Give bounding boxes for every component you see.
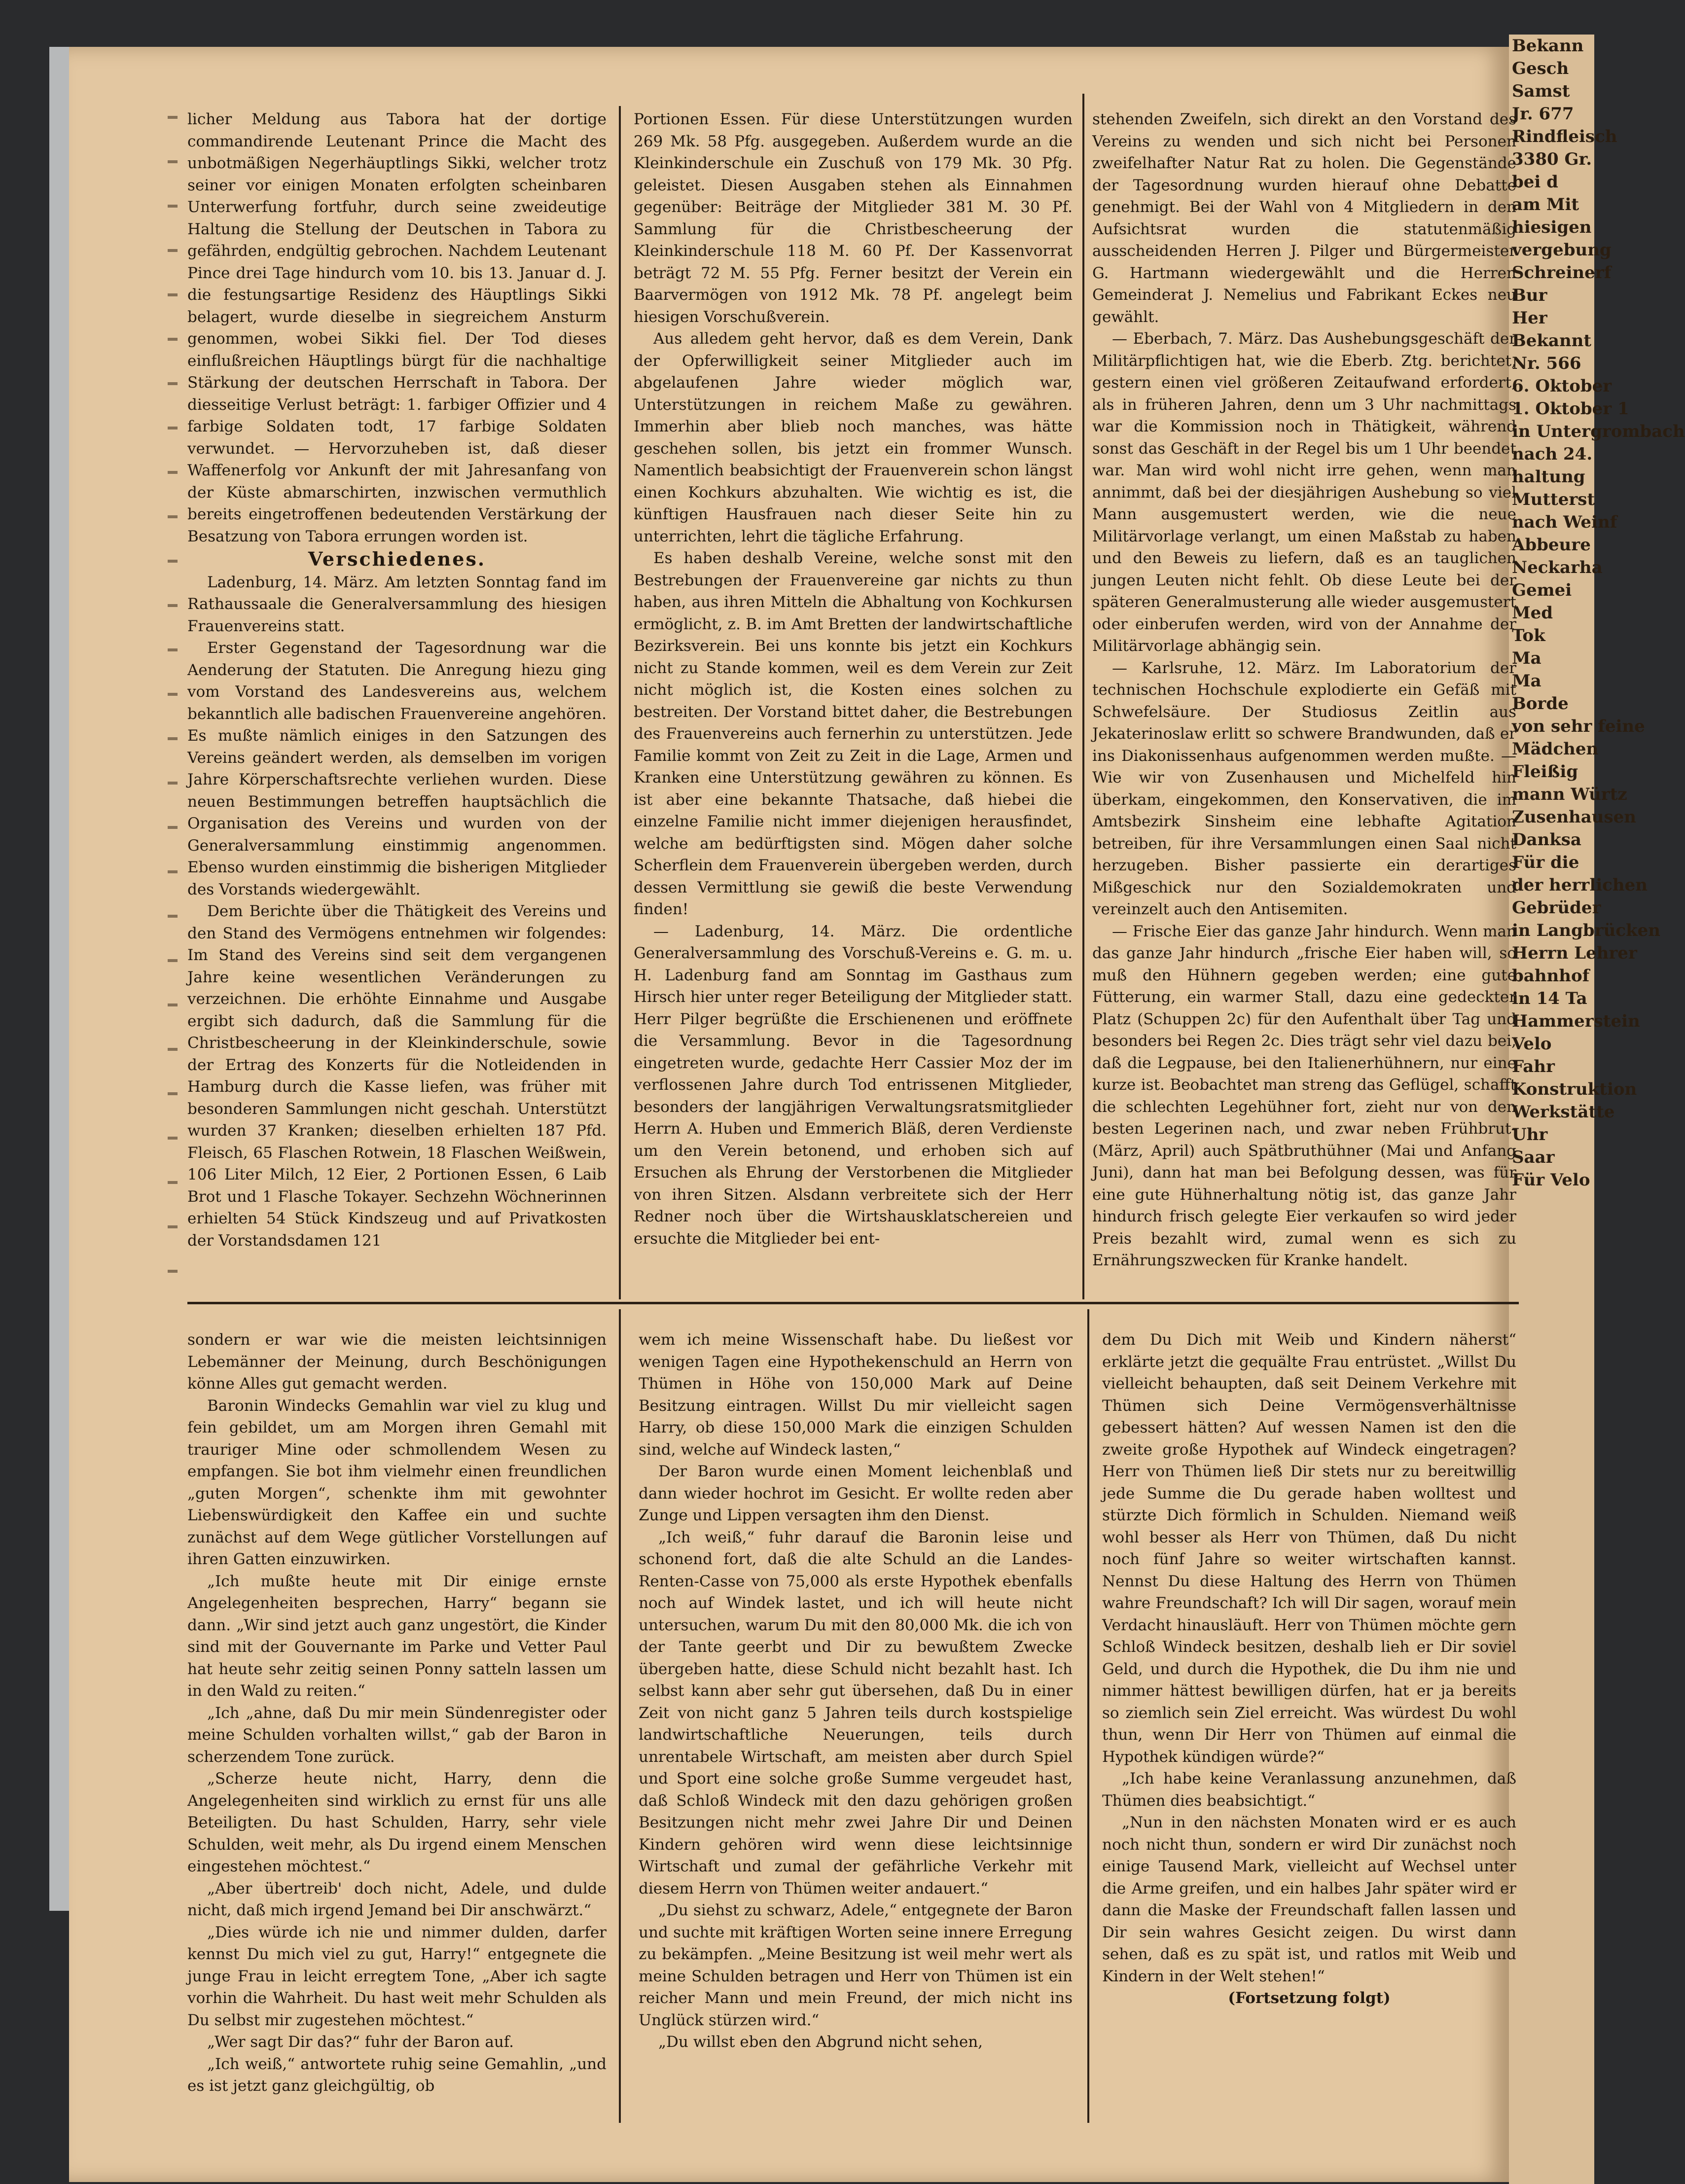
margin-marks bbox=[168, 116, 178, 1299]
news-column-3 bbox=[1092, 108, 1516, 1272]
article-paragraph: Ladenburg, 14. März. Am letzten Sonntag fand im Rathaussaale die Generalversammlung des hiesigen Frauenvereins statt. bbox=[187, 573, 607, 635]
article-paragraph: Erster Gegenstand der Tagesordnung war die Aenderung der Statuten. Die Anregung hiezu ging vom Vorstand des Landesvereins aus, welchem bekanntlich alle badischen Frauenvereine angehören. Es mußte nämlich einiges in den Satzungen des Vereins geändert werden, als demselben im vorigen Jahre Körperschaftsrechte verliehen wurden. Diese neuen Bestimmungen betreffen hauptsächlich die Organisation des Vereins und wurden von der Generalversammlung einstimmig angenommen. Ebenso wurden einstimmig die bisherigen Mitglieder des Vorstands wiedergewählt. bbox=[187, 639, 607, 898]
story-paragraph: „Du siehst zu schwarz, Adele,“ entgegnete der Baron und suchte mit kräftigen Worten seine innere Erregung zu bekämpfen. „Meine Besitzung ist weil mehr wert als meine Schulden betragen und Herr von Thümen ist ein reicher Mann und mein Freund, der mich nicht ins Unglück stürzen wird.“ bbox=[639, 1901, 1073, 2029]
feuilleton-column-1 bbox=[187, 1329, 607, 2097]
binding-board bbox=[49, 47, 71, 1911]
feuilleton-column-2 bbox=[639, 1329, 1073, 2053]
article-paragraph: Es haben deshalb Vereine, welche sonst mit den Bestrebungen der Frauenvereine gar nichts zu thun haben, aus ihren Mitteln die Abhaltung von Kochkursen ermöglicht, z. B. im Amt Bretten der landwirtschaftliche Bezirksverein. Bei uns konnte bis jetzt ein Kochkurs nicht zu Stande kommen, weil es dem Verein zur Zeit nicht möglich ist, die Kosten eines solchen zu bestreiten. Der Vorstand bittet daher, die Bestrebungen des Frauenvereins auch fernerhin zu unterstützen. Jede Familie kommt von Zeit zu Zeit in die Lage, Armen und Kranken eine Unterstützung gewähren zu können. Es ist aber eine bekannte Thatsache, daß hiebei die einzelne Familie nicht immer diejenigen herausfindet, welche am bedürftigsten sind. Mögen daher solche Scherflein dem Frauenverein übergeben werden, durch dessen Vermittlung sie gewiß die beste Verwendung finden! bbox=[634, 549, 1073, 918]
adjacent-page-fragment: Bekann Gesch Samst Jr. 677 Rindfleisch 3380 Gr. bei d am Mit hiesigen vergebung Schreinerf Bur Her Bekannt Nr. 566 6. Oktober 1. Oktober 1 in Untergrombach nach 24. haltung Mutterst nach Weinf Abbeure Neckarha Gemei Med Tok Ma Ma Borde von sehr feine Mädchen Fleißig mann Würtz Zusenhausen Danksa Für die der herrlichen Gebrüder in Langbrücken Herrn Lehrer bahnhof in 14 Ta Hammerstein Velo Fahr Konstruktion Werkstätte Uhr Saar Für Velo bbox=[1512, 36, 1685, 1190]
feuilleton-column-3 bbox=[1102, 1329, 1516, 2009]
story-paragraph: „Dies würde ich nie und nimmer dulden, darfer kennst Du mich viel zu gut, Harry!“ entgegnete die junge Frau in leicht erregtem Tone, „Aber ich sagte vorhin die Wahrheit. Du hast weit mehr Schulden als Du selbst mir zugestehen möchtest.“ bbox=[187, 1923, 607, 2029]
story-paragraph: „Ich habe keine Veranlassung anzunehmen, daß Thümen dies beabsichtigt.“ bbox=[1102, 1770, 1516, 1810]
article-paragraph: Aus alledem geht hervor, daß es dem Verein, Dank der Opferwilligkeit seiner Mitglieder auch im abgelaufenen Jahre wieder möglich war, Unterstützungen in reichem Maße zu gewähren. Immerhin aber blieb noch manches, was hätte geschehen sollen, bis jetzt ein frommer Wunsch. Namentlich beabsichtigt der Frauenverein schon längst einen Kochkurs abzuhalten. Wie wichtig es ist, die künftigen Hausfrauen nach dieser Seite hin zu unterrichten, lehrt die tägliche Erfahrung. bbox=[634, 330, 1073, 545]
adjacent-page-edge bbox=[1509, 35, 1685, 2184]
story-paragraph: „Aber übertreib' doch nicht, Adele, und dulde nicht, daß mich irgend Jemand bei Dir anschwärzt.“ bbox=[187, 1879, 607, 1919]
article-paragraph: Portionen Essen. Für diese Unterstützungen wurden 269 Mk. 58 Pfg. ausgegeben. Außerdem wurde an die Kleinkinderschule ein Zuschuß von 179 Mk. 30 Pfg. geleistet. Diesen Ausgaben stehen als Einnahmen gegenüber: Beiträge der Mitglieder 381 M. 30 Pf. Sammlung für die Christbescheerung der Kleinkinderschule 118 M. 60 Pf. Der Kassenvorrat beträgt 72 M. 55 Pfg. Ferner besitzt der Verein ein Baarvermögen von 1912 Mk. 78 Pf. angelegt beim hiesigen Vorschußverein. bbox=[634, 110, 1073, 326]
column-rule bbox=[619, 106, 621, 1299]
section-heading: Verschiedenes. bbox=[308, 548, 486, 570]
story-paragraph: „Ich weiß,“ fuhr darauf die Baronin leise und schonend fort, daß die alte Schuld an die Landes-Renten-Casse von 75,000 als erste Hypothek ebenfalls noch auf Windek lastet, und ich will heute nicht untersuchen, warum Du mit den 80,000 Mk. die ich von der Tante geerbt und Dir zu bewußtem Zwecke übergeben hatte, diese Schuld nicht bezahlt hast. Ich selbst kann aber sehr gut übersehen, daß Du in einer Zeit von nicht ganz 5 Jahren teils durch kostspielige landwirtschaftliche Neuerungen, teils durch unrentabele Wirtschaft, am meisten aber durch Spiel und Sport eine solche große Summe vergeudet hast, daß Schloß Windeck mit den dazu gehörigen großen Besitzungen nicht mehr zwei Jahre Dir und Deinen Kindern gehören wird wenn diese leichtsinnige Wirtschaft und zumal der gefährliche Verkehr mit diesem Herrn von Thümen weiter andauert.“ bbox=[639, 1528, 1073, 1898]
story-paragraph: „Nun in den nächsten Monaten wird er es auch noch nicht thun, sondern er wird Dir zunächst noch einige Tausend Mark, vielleicht auf Wechsel unter die Arme greifen, und ein halbes Jahr später wird er dann die Maske der Freundschaft fallen lassen und Dir sein wahres Gesicht zeigen. Du wirst dann sehen, daß es zu spät ist, und ratlos mit Weib und Kindern in der Welt stehen!“ bbox=[1102, 1814, 1516, 1985]
story-paragraph: Baronin Windecks Gemahlin war viel zu klug und fein gebildet, um am Morgen ihren Gemahl mit trauriger Mine oder schmollendem Wesen zu empfangen. Sie bot ihm vielmehr einen freundlichen „guten Morgen“, schenkte ihm mit gewohnter Liebenswürdigkeit den Kaffee ein und suchte zunächst auf dem Wege gütlicher Vorstellungen auf ihren Gatten einzuwirken. bbox=[187, 1396, 607, 1568]
news-column-2 bbox=[634, 108, 1073, 1250]
article-paragraph: Dem Berichte über die Thätigkeit des Vereins und den Stand des Vermögens entnehmen wir folgendes: Im Stand des Vereins sind seit dem vergangenen Jahre keine wesentlichen Veränderungen zu verzeichnen. Die erhöhte Einnahme und Ausgabe ergibt sich dadurch, daß die Sammlung für die Christbescheerung in der Kleinkinderschule, sowie der Ertrag des Konzerts für die Notleidenden in Hamburg durch die Kasse liefen, was früher mit besonderen Sammlungen nicht geschah. Unterstützt wurden 37 Kranken; dieselben erhielten 187 Pfd. Fleisch, 65 Flaschen Rotwein, 18 Flaschen Weißwein, 106 Liter Milch, 12 Eier, 2 Portionen Essen, 6 Laib Brot und 1 Flasche Tokayer. Sechzehn Wöchnerinnen erhielten 54 Stück Kindszeug und auf Privatkosten der Vorstandsdamen 121 bbox=[187, 902, 607, 1250]
article-paragraph: — Karlsruhe, 12. März. Im Laboratorium der technischen Hochschule explodierte ein Gefäß mit Schwefelsäure. Der Studiosus Zeitlin aus Jekaterinoslaw erlitt so schwere Brandwunden, daß er ins Diakonissenhaus aufgenommen werden mußte. — Wie wir von Zusenhausen und Michelfeld hin überkam, eingekommen, den Konservativen, die im Amtsbezirk Sinsheim eine lebhafte Agitation betreiben, für ihre Versammlungen einen Saal nicht herzugeben. Bisher passierte ein derartiges Mißgeschick nur den Sozialdemokraten und vereinzelt auch den Antisemiten. bbox=[1092, 659, 1516, 918]
story-paragraph: sondern er war wie die meisten leichtsinnigen Lebemänner der Meinung, durch Beschönigungen könne Alles gut gemacht werden. bbox=[187, 1331, 607, 1393]
story-paragraph: „Ich „ahne, daß Du mir mein Sündenregister oder meine Schulden vorhalten willst,“ gab der Baron in scherzendem Tone zurück. bbox=[187, 1704, 607, 1766]
article-paragraph: — Eberbach, 7. März. Das Aushebungsgeschäft der Militärpflichtigen hat, wie die Eberb. Ztg. berichtet, gestern einen viel größeren Zeitaufwand erfordert, als in früheren Jahren, denn um 3 Uhr nachmittags war die Kommission noch in Thätigkeit, während sonst das Geschäft in der Regel bis um 1 Uhr beendet war. Man wird wohl nicht irre gehen, wenn man annimmt, daß bei der diesjährigen Aushebung so viel Mann ausgemustert werden, wie die neue Militärvorlage verlangt, um einen Maßstab zu haben und den Beweis zu liefern, daß es an tauglichen jungen Leuten nicht fehlt. Ob diese Leute bei der späteren Generalmusterung alle wieder ausgemustert oder einberufen werden, wird von der Annahme der Militärvorlage abhängig sein. bbox=[1092, 330, 1516, 655]
article-paragraph: stehenden Zweifeln, sich direkt an den Vorstand des Vereins zu wenden und sich nicht bei Personen zweifelhafter Natur Rat zu holen. Die Gegenstände der Tagesordnung wurden hierauf ohne Debatte genehmigt. Bei der Wahl von 4 Mitgliedern in den Aufsichtsrat wurden die statutenmäßig ausscheidenden Herren J. Pilger und Bürgermeister G. Hartmann wiedergewählt und die Herren Gemeinderat J. Nemelius und Fabrikant Eckes neu gewählt. bbox=[1092, 110, 1516, 326]
article-paragraph: licher Meldung aus Tabora hat der dortige commandirende Leutenant Prince die Macht des unbotmäßigen Negerhäuptlings Sikki, welcher trotz seiner vor einigen Monaten erfolgten scheinbaren Unterwerfung fortfuhr, durch seine zweideutige Haltung die Stellung der Deutschen in Tabora zu gefährden, endgültig gebrochen. Nachdem Leutenant Pince drei Tage hindurch vom 10. bis 13. Januar d. J. die festungsartige Residenz des Häuptlings Sikki belagert, wurde dieselbe in siegreichem Ansturm genommen, wobei Sikki fiel. Der Tod dieses einflußreichen Häuptlings bürgt für die nachhaltige Stärkung der deutschen Herrschaft in Tabora. Der diesseitige Verlust beträgt: 1. farbiger Offizier und 4 farbige Soldaten todt, 17 farbige Soldaten verwundet. — Hervorzuheben ist, daß dieser Waffenerfolg vor Ankunft der mit Jahresanfang von der Küste abmarschirten, inzwischen vermuthlich bereits eingetroffenen bedeutenden Verstärkung der Besatzung von Tabora errungen worden ist. bbox=[187, 110, 607, 545]
story-paragraph: „Scherze heute nicht, Harry, denn die Angelegenheiten sind wirklich zu ernst für uns alle Beteiligten. Du hast Schulden, Harry, sehr viele Schulden, weit mehr, als Du irgend einem Menschen eingestehen möchtest.“ bbox=[187, 1770, 607, 1875]
column-rule bbox=[1082, 94, 1084, 1299]
story-paragraph: „Ich weiß,“ antwortete ruhig seine Gemahlin, „und es ist jetzt ganz gleichgültig, ob bbox=[187, 2055, 607, 2095]
story-paragraph: Der Baron wurde einen Moment leichenblaß und dann wieder hochrot im Gesicht. Er wollte reden aber Zunge und Lippen versagten ihm den Dienst. bbox=[639, 1463, 1073, 1524]
article-paragraph: — Frische Eier das ganze Jahr hindurch. Wenn man das ganze Jahr hindurch „frische Eier haben will, so muß den Hühnern gegeben werden; eine gute Fütterung, ein warmer Stall, dazu eine gedeckter Platz (Schuppen 2c) für den Aufenthalt über Tag und besonders bei Regen 2c. Dies trägt sehr viel dazu bei, daß die Legpause, bei den Italienerhühnern, nur eine kurze ist. Beobachtet man streng das Geflügel, schafft die schlechten Legehühner fort, zieht nur von den besten Legerinen nach, und zwar neben Frühbrut- (März, April) auch Spätbruthühner (Mai und Anfang Juni), dann hat man bei Befolgung dessen, was für eine gute Hühnerhaltung nötig ist, das ganze Jahr hindurch frisch gelegte Eier verkaufen so wird jeder Preis bezahlt wird, zumal wenn es sich zu Ernährungszwecken für Kranke handelt. bbox=[1092, 922, 1516, 1269]
column-rule bbox=[619, 1309, 621, 2123]
story-paragraph: „Ich mußte heute mit Dir einige ernste Angelegenheiten besprechen, Harry“ begann sie dann. „Wir sind jetzt auch ganz ungestört, die Kinder sind mit der Gouvernante im Parke und Vetter Paul hat heute sehr zeitig seinen Ponny satteln lassen um in den Wald zu reiten.“ bbox=[187, 1572, 607, 1700]
column-rule bbox=[1087, 1309, 1089, 2123]
news-column-1 bbox=[187, 108, 607, 1252]
story-paragraph: dem Du Dich mit Weib und Kindern näherst“ erklärte jetzt die gequälte Frau entrüstet. „Willst Du vielleicht behaupten, daß seit Deinem Verkehre mit Thümen sich Deine Vermögensverhältnisse gebessert hätten? Auf wessen Namen ist den die zweite große Hypothek auf Windeck eingetragen? Herr von Thümen ließ Dir stets nur zu bereitwillig jede Summe die Du gerade haben wolltest und stürzte Dich förmlich in Schulden. Niemand weiß wohl besser als Herr von Thümen, daß Du nicht noch fünf Jahre so weiter wirtschaften kannst. Nennst Du diese Haltung des Herrn von Thümen wahre Freundschaft? Ich will Dir sagen, worauf mein Verdacht hinausläuft. Herr von Thümen möchte gern Schloß Windeck besitzen, deshalb lieh er Dir soviel Geld, und durch die Hypothek, die Du ihm nie und nimmer hättest bewilligen dürfen, hat er ja bereits so ziemlich sein Ziel erreicht. Was würdest Du wohl thun, wenn Dir Herr von Thümen auf einmal die Hypothek kündigen würde?“ bbox=[1102, 1331, 1516, 1766]
article-paragraph: — Ladenburg, 14. März. Die ordentliche Generalversammlung des Vorschuß-Vereins e. G. m. u. H. Ladenburg fand am Sonntag im Gasthaus zum Hirsch hier unter reger Beteiligung der Mitglieder statt. Herr Pilger begrüßte die Erschienenen und eröffnete die Versammlung. Bevor in die Tagesordnung eingetreten wurde, gedachte Herr Cassier Moz der im verflossenen Jahre durch Tod entrissenen Mitglieder, besonders der langjährigen Verwaltungsratsmitglieder Herrn A. Huben und Emmerich Bläß, deren Verdienste um den Verein betonend, und erhoben sich auf Ersuchen als Ehrung der Verstorbenen die Mitglieder von ihren Sitzen. Alsdann verbreitete sich der Herr Redner noch über die Wirtshausklatschereien und ersuchte die Mitglieder bei ent- bbox=[634, 922, 1073, 1248]
continuation-note: (Fortsetzung folgt) bbox=[1228, 1989, 1391, 2007]
feuilleton-divider bbox=[187, 1302, 1519, 1304]
story-paragraph: „Du willst eben den Abgrund nicht sehen, bbox=[658, 2033, 983, 2051]
story-paragraph: wem ich meine Wissenschaft habe. Du ließest vor wenigen Tagen eine Hypothekenschuld an Herrn von Thümen in Höhe von 150,000 Mark auf Deine Besitzung eintragen. Willst Du mir vielleicht sagen Harry, ob diese 150,000 Mark die einzigen Schulden sind, welche auf Windeck lasten,“ bbox=[639, 1331, 1073, 1459]
story-paragraph: „Wer sagt Dir das?“ fuhr der Baron auf. bbox=[207, 2033, 514, 2051]
